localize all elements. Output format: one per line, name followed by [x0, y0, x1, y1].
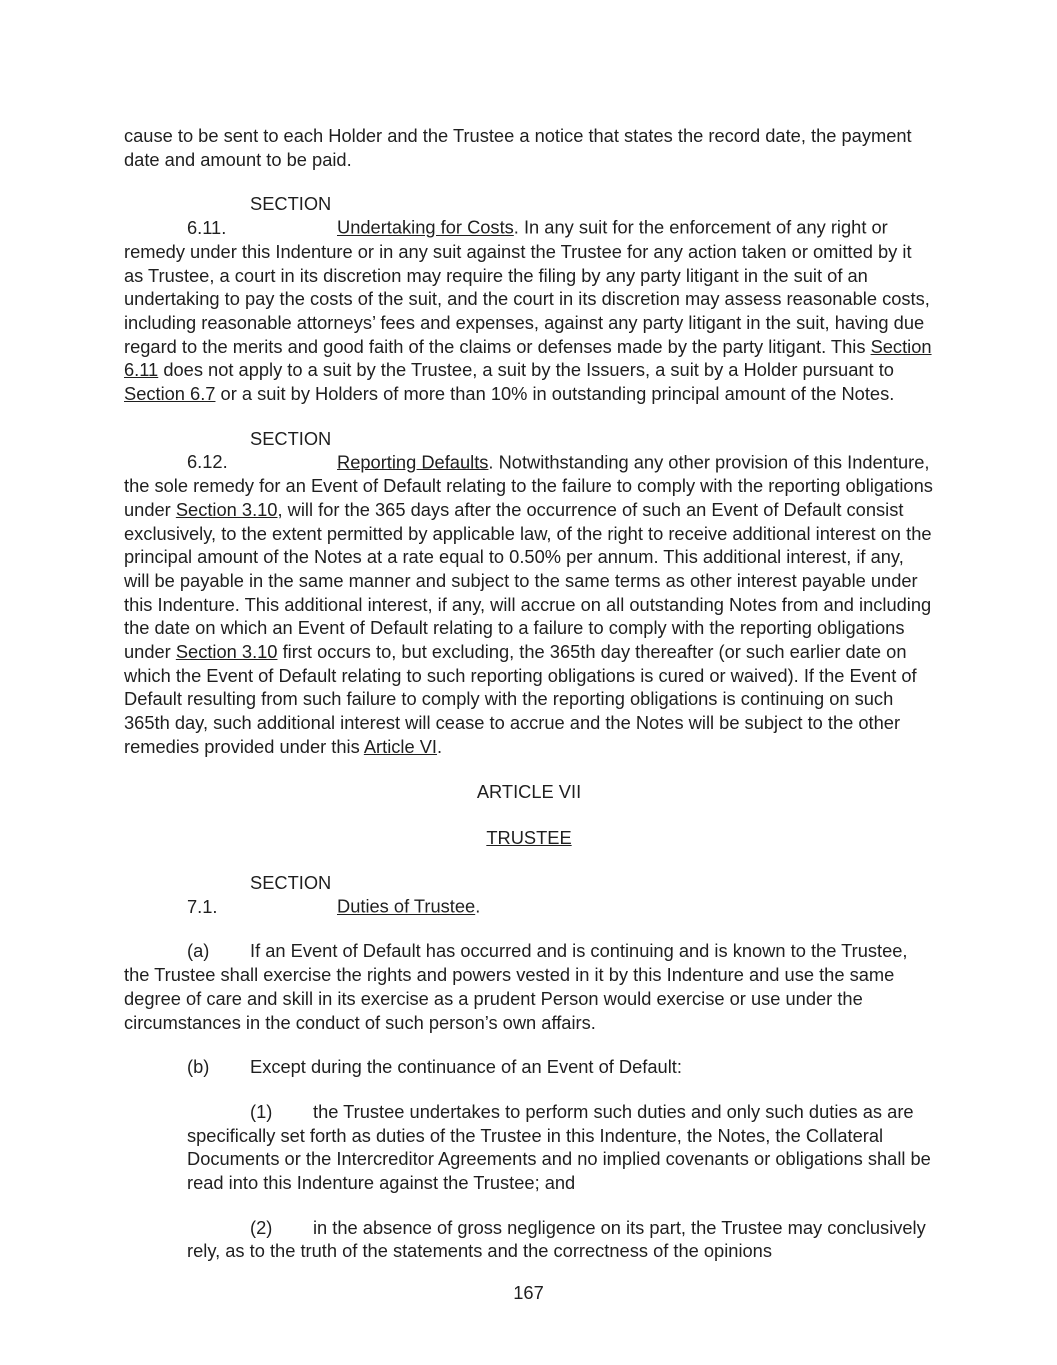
article-title-text: TRUSTEE — [486, 827, 572, 849]
intro-paragraph: cause to be sent to each Holder and the Trustee a notice that states the record date, the payment date and amount to be paid. — [124, 125, 912, 170]
section-6-11-number: SECTION 6.11. — [187, 193, 332, 239]
paragraph-b1-text: the Trustee undertakes to perform such duties and only such duties as are specifically set forth as duties of the Trustee in this Indenture, the Notes, the Collateral Documents or the Intercreditor Agreements and no implied covenants or obligations shall be read into this Indenture against the Trustee; and — [187, 1100, 931, 1194]
document-page — [124, 124, 934, 1284]
article-vi-ref-link[interactable]: Article VI — [363, 735, 437, 757]
section-7-1-title: Duties of Trustee — [337, 895, 476, 917]
section-6-11-paragraph — [124, 192, 934, 405]
paragraph-b1 — [124, 1100, 934, 1195]
paragraph-b — [124, 1055, 934, 1079]
paragraph-b2-label: (2) — [250, 1216, 273, 1238]
paragraph-a-text: If an Event of Default has occurred and is continuing and is known to the Trustee, the Trustee shall exercise the rights and powers vested in it by this Indenture and use the same degree of care and skill in its exercise as a prudent Person would exercise or use under the circumstances in the conduct of such person’s own affairs. — [124, 940, 908, 1033]
section-6-12-text-1: . Notwithstanding any other provision of this Indenture, the sole remedy for an Event of Default relating to the failure to comply with the reporting obligations under — [124, 451, 933, 520]
paragraph-b-label: (b) — [187, 1056, 210, 1078]
paragraph-b-text: Except during the continuance of an Event of Default: — [250, 1056, 682, 1078]
section-6-11-title: Undertaking for Costs — [337, 217, 514, 239]
section-7-1-number: SECTION 7.1. — [187, 871, 332, 917]
page-number: 167 — [513, 1282, 544, 1303]
section-3-10-ref-link-2[interactable]: Section 3.10 — [175, 641, 278, 663]
paragraph-a — [124, 939, 934, 1034]
section-6-12-text-3: first occurs to, but excluding, the 365th day thereafter (or such earlier date on which the Event of Default relating to such reporting obligations is cured or waived). If the Event of Default resulting from such failure to comply with the reporting obligations is continuing on such 365th day, such additional interest will cease to accrue and the Notes will be subject to the other remedies provided under this — [124, 641, 917, 757]
section-6-12-text-4: . — [436, 735, 443, 757]
section-6-12-title: Reporting Defaults — [337, 451, 489, 473]
section-6-12-number: SECTION 6.12. — [187, 427, 332, 473]
section-6-11-ref-link[interactable]: Section 6.11 — [124, 335, 932, 381]
section-6-12-paragraph — [124, 427, 934, 759]
section-7-1-heading — [124, 871, 934, 918]
paragraph-a-label: (a) — [187, 940, 210, 962]
article-heading: ARTICLE VII — [476, 780, 582, 802]
paragraph-b2-text: in the absence of gross negligence on its part, the Trustee may conclusively rely, as to the truth of the statements and the correctness of the opinions — [187, 1216, 926, 1262]
section-6-11-text-3: or a suit by Holders of more than 10% in outstanding principal amount of the Notes. — [215, 383, 895, 405]
section-3-10-ref-link[interactable]: Section 3.10 — [175, 498, 278, 520]
section-7-1-period: . — [475, 895, 481, 917]
paragraph-b1-label: (1) — [250, 1100, 273, 1122]
section-6-11-text-1: . In any suit for the enforcement of any right or remedy under this Indenture or in any suit against the Trustee for any action taken or omitted by it as Trustee, a court in its discretion may require the filing by any party litigant in the suit of an undertaking to pay the costs of the suit, and the court in its discretion may assess reasonable costs, including reasonable attorneys’ fees and expenses, against any party litigant in the suit, having due regard to the merits and good faith of the claims or defenses made by the party litigant. This — [124, 217, 930, 357]
section-6-12-text-2: , will for the 365 days after the occurrence of such an Event of Default consist exclusively, to the extent permitted by applicable law, of the right to receive additional interest on the principal amount of the Notes at a rate equal to 0.50% per annum. This additional interest, if any, will be payable in the same manner and subject to the same terms as other interest payable under this Indenture. This additional interest, if any, will accrue on all outstanding Notes from and including the date on which an Event of Default relating to a failure to comply with the reporting obligations under — [124, 498, 932, 663]
article-title — [124, 826, 934, 850]
paragraph-b2 — [124, 1216, 934, 1263]
section-6-7-ref-link[interactable]: Section 6.7 — [124, 383, 216, 405]
section-6-11-text-2: does not apply to a suit by the Trustee, a suit by the Issuers, a suit by a Holder pursuant to — [158, 359, 894, 381]
